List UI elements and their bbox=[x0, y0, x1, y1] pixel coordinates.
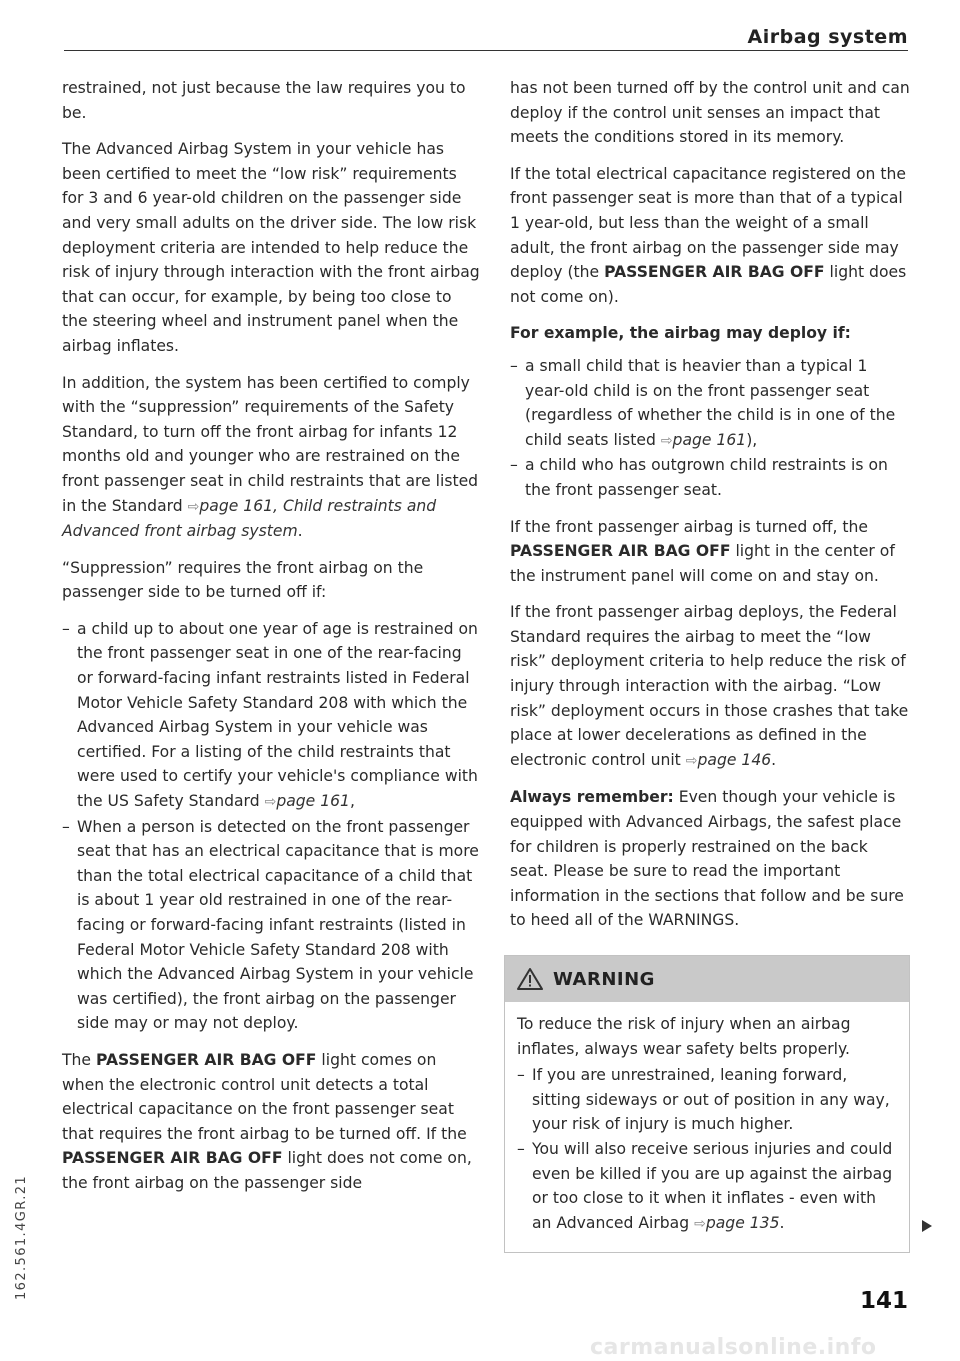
cross-reference-arrow-icon: ⇨ bbox=[264, 794, 277, 811]
section-title: Airbag system bbox=[747, 26, 908, 48]
warning-intro: To reduce the risk of injury when an airbag inflates, always wear safety belts properly. bbox=[517, 1015, 851, 1058]
list-item: – When a person is detected on the front passenger seat that has an electrical capacitance that is more than the total electrical capacitance of a child that is about 1 year old restrained in one of the rear-facing or forward-facing infant restraints (listed in Federal Motor Vehicle Safety Standard 208 with which the Advanced Airbag System in your vehicle was certified), the front airbag on the passenger side may or may not deploy. bbox=[62, 815, 480, 1036]
warning-triangle-icon bbox=[517, 967, 543, 991]
warning-box bbox=[504, 955, 910, 1253]
cross-reference-link[interactable]: page 161, Child restraints and Advanced front airbag system bbox=[62, 496, 437, 541]
warning-title: WARNING bbox=[553, 968, 655, 990]
cross-reference-link[interactable]: page 135 bbox=[705, 1213, 780, 1232]
paragraph-text: The bbox=[62, 1050, 92, 1069]
list-item bbox=[62, 617, 480, 815]
indicator-light-name: PASSENGER AIR BAG OFF bbox=[62, 1149, 283, 1168]
indicator-light-name: PASSENGER AIR BAG OFF bbox=[510, 542, 731, 561]
list-item-text: a child up to about one year of age is restrained on the front passenger seat in one of the rear-facing or forward-facing infant restraints listed in Federal Motor Vehicle Safety Standard 208 with which the Advanced Airbag System in your vehicle was certified. For a listing of the child restraints that were used to certify your vehicle's compliance with the US Safety Standard bbox=[77, 619, 478, 811]
cross-reference-arrow-icon: ⇨ bbox=[694, 1215, 706, 1232]
paragraph: has not been turned off by the control unit and can deploy if the control unit senses an impact that meets the conditions stored in its memory. bbox=[510, 79, 910, 147]
paragraph: “Suppression” requires the front airbag on the passenger side to be turned off if: bbox=[62, 558, 424, 602]
list-item-text: a small child that is heavier than a typical 1 year-old child is on the front passenger seat (regardless of whether the child is in one of the child seats listed bbox=[525, 356, 896, 449]
paragraph-text: If the front passenger airbag deploys, the Federal Standard requires the airbag to meet the “low risk” deployment criteria to help reduce the risk of injury through interaction with the airbag. “Low risk” deployment occurs in those crashes that take place at lower decelerations as defined in the electronic control unit bbox=[510, 603, 909, 769]
paragraph-text: light does not come on, the front airbag on the passenger side bbox=[62, 1149, 472, 1192]
cross-reference-link[interactable]: page 146 bbox=[697, 750, 772, 769]
punctuation: . bbox=[779, 1213, 785, 1232]
example-heading: For example, the airbag may deploy if: bbox=[510, 324, 851, 343]
punctuation: . bbox=[297, 522, 303, 541]
continue-arrow-icon bbox=[920, 1219, 934, 1233]
right-column bbox=[510, 76, 910, 945]
page-number: 141 bbox=[859, 1288, 908, 1314]
list-item bbox=[510, 354, 910, 453]
paragraph-text: If the total electrical capacitance registered on the front passenger seat is more than that of a typical 1 year-old, but less than the weight of a small adult, the front airbag on the passenger side may deploy (the bbox=[510, 164, 906, 282]
paragraph-text: light does not come on). bbox=[510, 263, 907, 306]
list-item bbox=[517, 1137, 895, 1236]
header-rule bbox=[64, 50, 908, 51]
warning-body bbox=[505, 1002, 909, 1236]
watermark: carmanualsonline.info bbox=[590, 1335, 877, 1360]
paragraph bbox=[62, 1048, 480, 1196]
paragraph-text: light comes on when the electronic control unit detects a total electrical capacitance on the front passenger seat that requires the front airbag to be turned off. If the bbox=[62, 1050, 467, 1143]
punctuation: , bbox=[349, 792, 355, 811]
deploy-examples-list bbox=[510, 354, 910, 503]
list-item: – a child who has outgrown child restraints is on the front passenger seat. bbox=[510, 453, 910, 502]
cross-reference-arrow-icon: ⇨ bbox=[660, 432, 673, 449]
punctuation: ), bbox=[746, 430, 758, 449]
warning-header bbox=[505, 956, 909, 1002]
paragraph bbox=[62, 371, 480, 544]
emphasis-label: Always remember: bbox=[510, 788, 674, 807]
punctuation: . bbox=[771, 750, 777, 769]
indicator-light-name: PASSENGER AIR BAG OFF bbox=[604, 263, 825, 282]
document-code: 162.561.4GR.21 bbox=[14, 1174, 29, 1300]
list-item: – If you are unrestrained, leaning forward, sitting sideways or out of position in any way, your risk of injury is much higher. bbox=[517, 1063, 895, 1137]
paragraph bbox=[510, 162, 910, 310]
paragraph-text: If the front passenger airbag is turned off, the bbox=[510, 517, 868, 536]
cross-reference-link[interactable]: page 161 bbox=[276, 792, 350, 811]
paragraph-text: light in the center of the instrument panel will come on and stay on. bbox=[510, 542, 895, 585]
paragraph bbox=[510, 515, 910, 589]
cross-reference-link[interactable]: page 161 bbox=[672, 430, 747, 449]
list-item-text: You will also receive serious injuries and could even be killed if you are up against the airbag or too close to it when it inflates - even with an Advanced Airbag bbox=[532, 1139, 893, 1232]
paragraph bbox=[510, 600, 910, 773]
warning-list bbox=[517, 1063, 895, 1236]
cross-reference-arrow-icon: ⇨ bbox=[187, 498, 200, 515]
cross-reference-arrow-icon: ⇨ bbox=[685, 752, 698, 769]
left-column bbox=[62, 76, 480, 1208]
paragraph: restrained, not just because the law requires you to be. bbox=[62, 79, 466, 122]
paragraph-text: In addition, the system has been certified to comply with the “suppression” requirements of the Safety Standard, to turn off the front airbag for infants 12 months old and younger who are restrained on the front passenger seat in child restraints that are listed in the Standard bbox=[62, 373, 479, 515]
paragraph-text: Even though your vehicle is equipped with Advanced Airbags, the safest place for children is properly restrained on the back seat. Please be sure to read the important information in the sections that follow and be sure to heed all of the WARNINGS. bbox=[510, 788, 904, 930]
paragraph: The Advanced Airbag System in your vehicle has been certified to meet the “low risk” requirements for 3 and 6 year-old children on the passenger side and very small adults on the driver side. The low risk deployment criteria are intended to help reduce the risk of injury through interaction with the front airbag that can occur, for example, by being too close to the steering wheel and instrument panel when the airbag inflates. bbox=[62, 140, 480, 355]
indicator-light-name: PASSENGER AIR BAG OFF bbox=[95, 1050, 317, 1069]
suppression-conditions-list bbox=[62, 617, 480, 1036]
paragraph bbox=[510, 785, 910, 933]
